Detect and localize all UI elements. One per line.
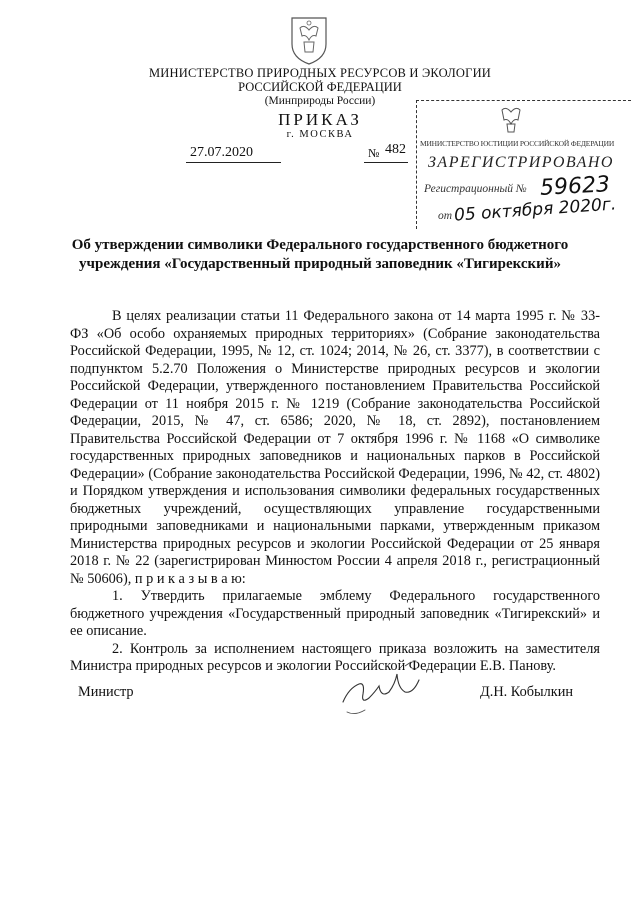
number-underline bbox=[364, 162, 408, 163]
stamp-emblem-icon bbox=[496, 104, 526, 136]
order-title: ПРИКАЗ bbox=[278, 110, 362, 129]
coat-of-arms-emblem bbox=[288, 14, 330, 66]
ministry-name-line2: РОССИЙСКОЙ ФЕДЕРАЦИИ bbox=[238, 80, 402, 94]
stamp-regno-label: Регистрационный № bbox=[424, 183, 527, 195]
order-date: 27.07.2020 bbox=[190, 145, 253, 160]
stamp-organization: МИНИСТЕРСТВО ЮСТИЦИИ РОССИЙСКОЙ ФЕДЕРАЦИИ bbox=[420, 139, 615, 148]
order-city: г. МОСКВА bbox=[286, 129, 354, 140]
stamp-date-value: 05 октября 2020г. bbox=[453, 194, 617, 226]
document-title-line2: учреждения «Государственный природный заповедник «Тигирекский» bbox=[79, 256, 561, 272]
body-paragraph-item-1: 1. Утвердить прилагаемые эмблему Федерального государственного бюджетного учреждения «Государственный природный заповедник «Тигирекский» и ее описание. bbox=[70, 588, 600, 639]
number-sign: № bbox=[368, 146, 380, 160]
signer-name: Д.Н. Кобылкин bbox=[480, 684, 574, 700]
ministry-short-name: (Минприроды России) bbox=[264, 95, 376, 107]
order-number: 482 bbox=[385, 142, 406, 157]
document-title-line1: Об утверждении символики Федерального государственного бюджетного bbox=[71, 237, 569, 253]
body-paragraph-preamble: В целях реализации статьи 11 Федерального закона от 14 марта 1995 г. № 33-ФЗ «Об особо охраняемых природных территориях» (Собрание законодательства Российской Федерации, 1995, № 12, ст. 1024; 2014, № 26, ст. 3377), в соответствии с подпунктом 5.2.70 Положения о Министерстве природных ресурсов и экологии Российской Федерации, утвержденного постановлением Правительства Российской Федерации от 11 ноября 2015 г. № 1219 (Собрание законодательства Российской Федерации, 2015, № 47, ст. 6586; 2020, № 18, ст. 2892), постановлением Правительства Российской Федерации от 7 октября 1996 г. № 1168 «О символике государственных природных заповедников и национальных парков в Российской Федерации» (Собрание законодательства Российской Федерации, 1996, № 42, ст. 4802) и Порядком утверждения и использования символики федеральных государственных бюджетных учреждений, осуществляющих управление государственными природными заповедниками и национальными парками, утвержденным приказом Министерства природных ресурсов и экологии Российской Федерации от 25 января 2018 г. № 22 (зарегистрирован Минюстом России 4 апреля 2018 г., регистрационный № 50606), п р и к а з ы в а ю: bbox=[70, 308, 600, 587]
ministry-name-line1: МИНИСТЕРСТВО ПРИРОДНЫХ РЕСУРСОВ И ЭКОЛОГИИ bbox=[148, 66, 492, 80]
stamp-regno-value: 59623 bbox=[539, 172, 611, 201]
date-underline bbox=[186, 162, 281, 163]
handwritten-signature bbox=[335, 658, 435, 720]
body-paragraph-item-2: 2. Контроль за исполнением настоящего приказа возложить на заместителя Министра природных ресурсов и экологии Российской Федерации Е.В. Панову. bbox=[70, 640, 600, 674]
document-body bbox=[70, 308, 600, 676]
document-title bbox=[60, 236, 580, 274]
signer-position: Министр bbox=[78, 684, 134, 700]
stamp-date-label: от bbox=[438, 210, 453, 222]
stamp-registered-label: ЗАРЕГИСТРИРОВАНО bbox=[428, 154, 614, 171]
